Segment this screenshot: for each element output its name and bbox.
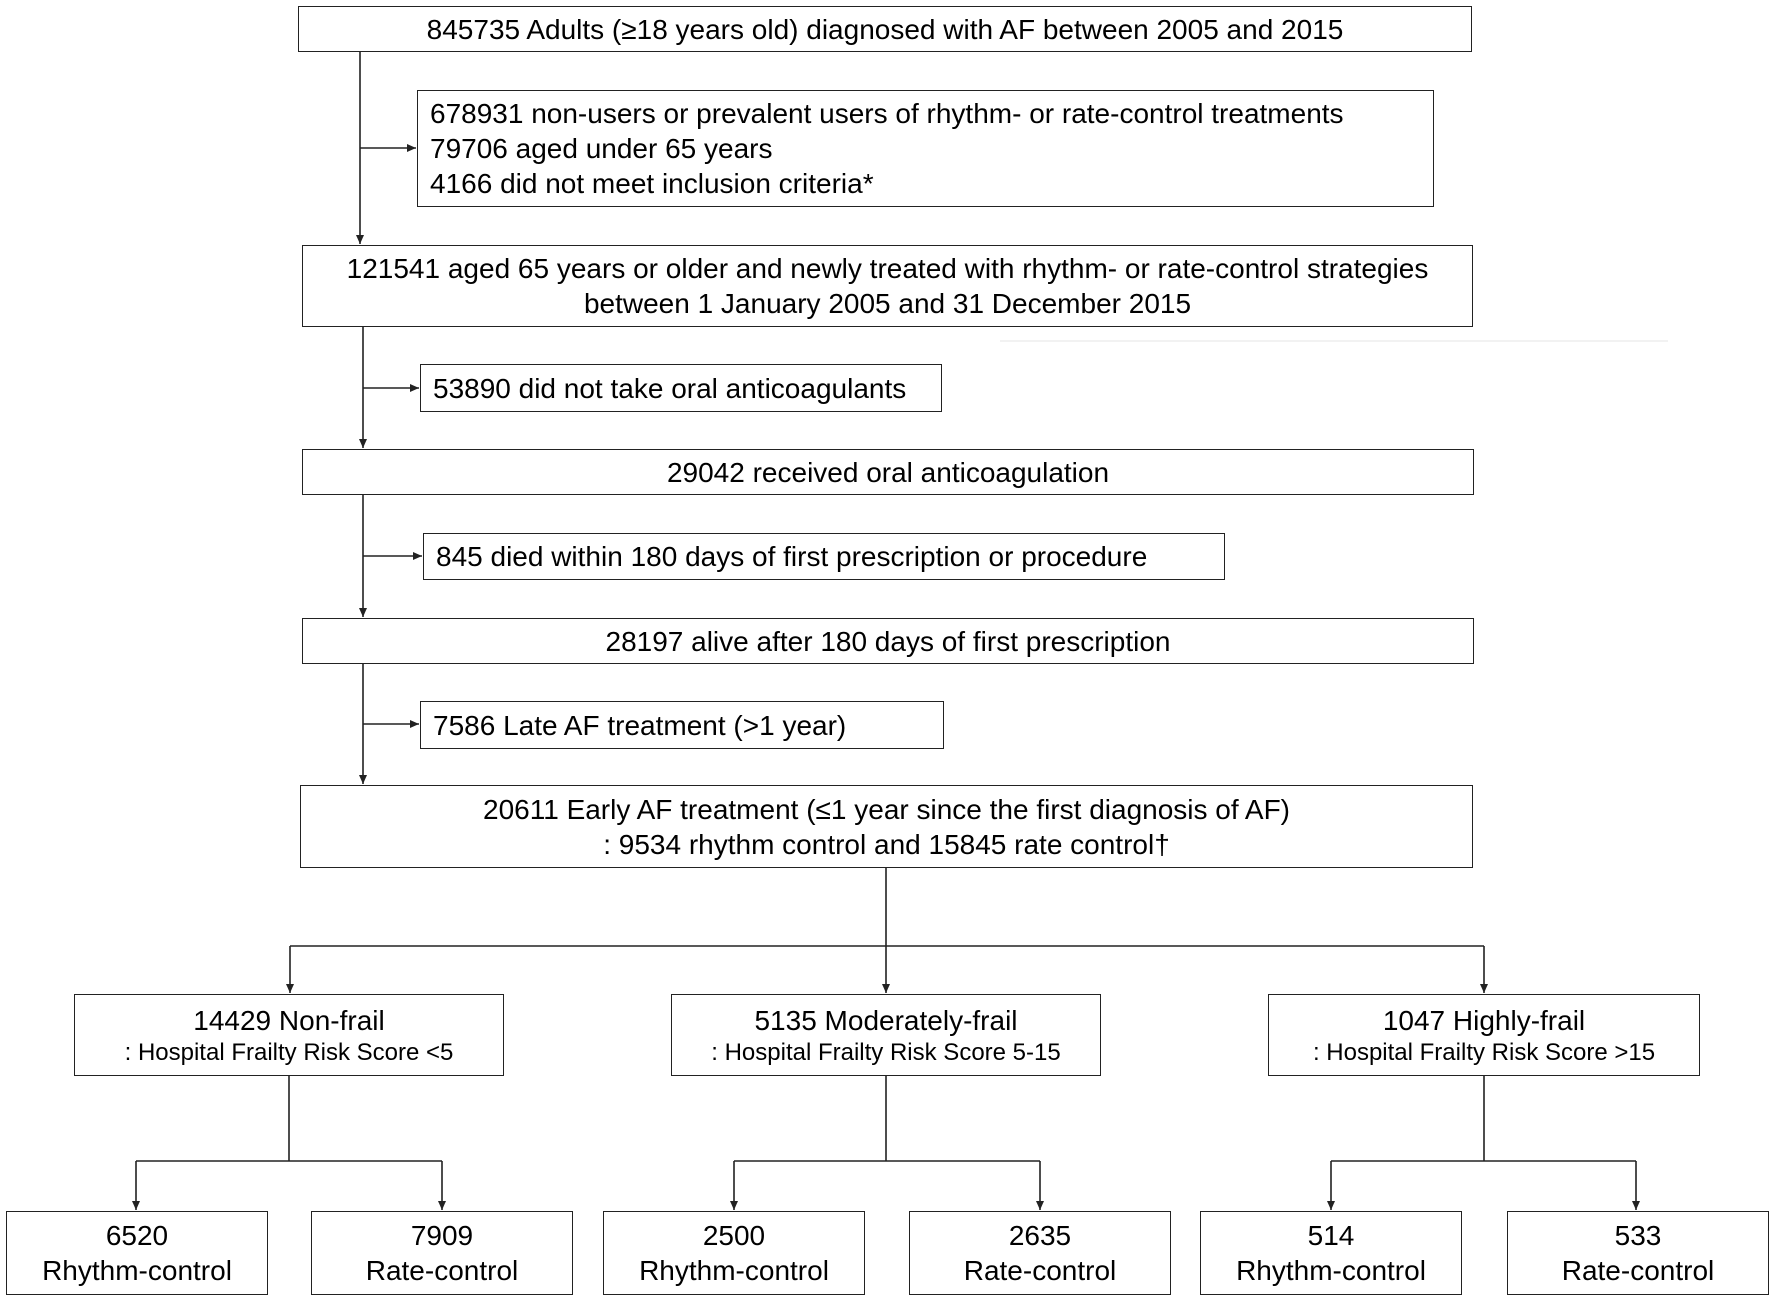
non-frail-rate-box [311,1211,573,1295]
arm-count: 2500 [702,1220,766,1251]
cohort-4-line-2: : 9534 rhythm control and 15845 rate control† [603,828,1170,860]
group-non-frail-title: 14429 Non-frail [193,1004,385,1036]
exclusion-2-text: 53890 did not take oral anticoagulants [433,372,907,404]
highly-frail-rate-box [1507,1211,1769,1295]
exclusion-1-line-2: 79706 aged under 65 years [430,133,773,164]
exclusion-4-text: 7586 Late AF treatment (>1 year) [433,709,847,741]
total-population-text: 845735 Adults (≥18 years old) diagnosed with AF between 2005 and 2015 [426,13,1344,45]
group-moderately-frail-title: 5135 Moderately-frail [754,1004,1018,1036]
arm-count: 2635 [1008,1220,1072,1251]
arm-label: Rhythm-control [42,1255,232,1286]
cohort-3-text: 28197 alive after 180 days of first prescription [605,625,1171,657]
total-population-box [298,6,1472,52]
cohort-1-line-2: between 1 January 2005 and 31 December 2015 [583,288,1192,319]
group-moderately-frail-subtitle: : Hospital Frailty Risk Score 5-15 [711,1038,1061,1066]
cohort-4-line-1: 20611 Early AF treatment (≤1 year since the first diagnosis of AF) [483,793,1290,825]
cohort-box-1 [302,245,1473,327]
arm-label: Rate-control [1561,1255,1715,1286]
arm-label: Rate-control [963,1255,1117,1286]
cohort-1-line-1: 121541 aged 65 years or older and newly treated with rhythm- or rate-control strategies [346,253,1429,284]
non-frail-rhythm-box [6,1211,268,1295]
cohort-box-4 [300,785,1473,868]
arm-label: Rate-control [365,1255,519,1286]
exclusion-box-2 [420,364,942,412]
arm-count: 6520 [105,1220,169,1251]
group-moderately-frail-box [671,994,1101,1076]
arm-label: Rhythm-control [1236,1255,1426,1286]
group-highly-frail-subtitle: : Hospital Frailty Risk Score >15 [1312,1038,1656,1066]
exclusion-1-line-1: 678931 non-users or prevalent users of rhythm- or rate-control treatments [430,98,1344,129]
highly-frail-rhythm-box [1200,1211,1462,1295]
moderately-frail-rate-box [909,1211,1171,1295]
arm-count: 514 [1307,1220,1355,1251]
arm-count: 7909 [410,1220,474,1251]
arm-count: 533 [1614,1220,1662,1251]
exclusion-1-line-3: 4166 did not meet inclusion criteria* [430,168,874,199]
cohort-box-3 [302,618,1474,664]
group-non-frail-box [74,994,504,1076]
exclusion-box-3 [423,533,1225,580]
group-non-frail-subtitle: : Hospital Frailty Risk Score <5 [124,1038,454,1066]
exclusion-3-text: 845 died within 180 days of first prescription or procedure [436,541,1148,572]
cohort-box-2 [302,449,1474,495]
group-highly-frail-box [1268,994,1700,1076]
arm-label: Rhythm-control [639,1255,829,1286]
cohort-2-text: 29042 received oral anticoagulation [666,456,1110,488]
moderately-frail-rhythm-box [603,1211,865,1295]
exclusion-box-4 [420,701,944,749]
exclusion-box-1 [417,90,1434,207]
group-highly-frail-title: 1047 Highly-frail [1382,1004,1586,1036]
